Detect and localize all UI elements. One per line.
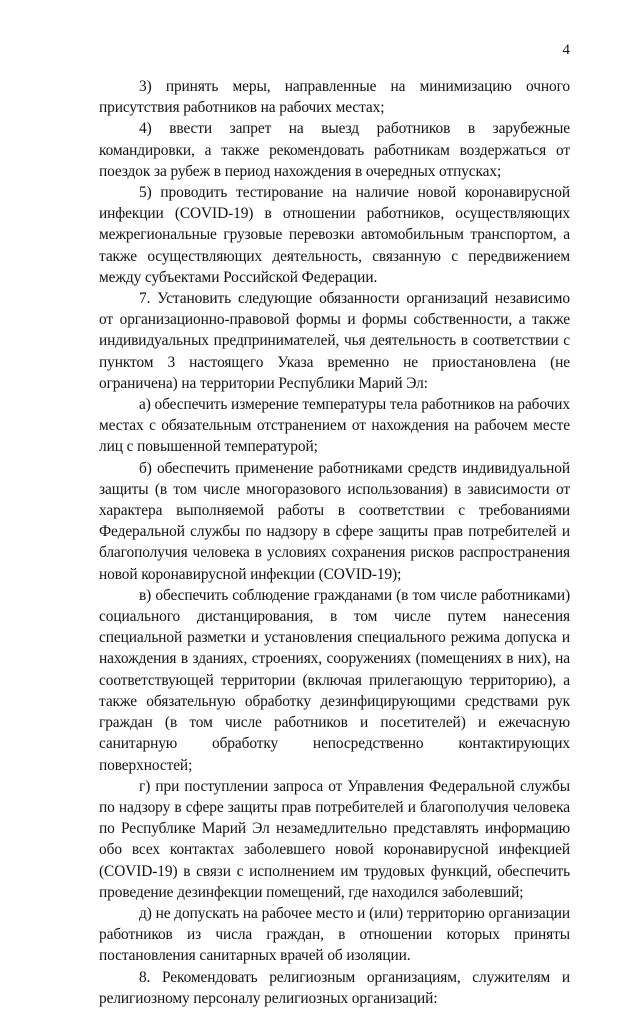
paragraph-subitem-d: д) не допускать на рабочее место и (или) территорию организации работников из числа граждан, в отношении которых приняты постановления санитарных врачей об изоляции. bbox=[99, 904, 570, 965]
document-body bbox=[99, 76, 570, 1009]
paragraph-item-3: 3) принять меры, направленные на минимизацию очного присутствия работников на рабочих местах; bbox=[99, 78, 570, 117]
paragraph-clause-7: 7. Установить следующие обязанности организаций независимо от организационно-правовой формы и формы собственности, а также индивидуальных предпринимателей, чья деятельность в соответствии с пунктом 3 настоящего Указа временно не приостановлена (не ограничена) на территории Республики Марий Эл: bbox=[99, 290, 570, 392]
page-number: 4 bbox=[562, 42, 570, 58]
paragraph-subitem-v: в) обеспечить соблюдение гражданами (в том числе работниками) социального дистанцирования, в том числе путем нанесения специальной разметки и установления специального режима допуска и нахождения в зданиях, строениях, сооружениях (помещениях в них), на соответствующей территории (включая прилегающую территорию), а также обязательную обработку дезинфицирующими средствами рук граждан (в том числе работников и посетителей) и ежечасную санитарную обработку непосредственно контактирующих поверхностей; bbox=[99, 586, 570, 774]
paragraph-subitem-g: г) при поступлении запроса от Управления Федеральной службы по надзору в сфере защиты прав потребителей и благополучия человека по Республике Марий Эл незамедлительно представлять информацию обо всех контактах заболевшего новой коронавирусной инфекцией (COVID-19) в связи с исполнением им трудовых функций, обеспечить проведение дезинфекции помещений, где находился заболевший; bbox=[99, 777, 570, 901]
paragraph-item-4: 4) ввести запрет на выезд работников в зарубежные командировки, а также рекомендовать работникам воздержаться от поездок за рубеж в период нахождения в очередных отпусках; bbox=[99, 120, 570, 180]
paragraph-clause-8: 8. Рекомендовать религиозным организациям, служителям и религиозному персоналу религиозных организаций: bbox=[99, 968, 570, 1007]
paragraph-item-5: 5) проводить тестирование на наличие новой коронавирусной инфекции (COVID-19) в отношении работников, осуществляющих межрегиональные грузовые перевозки автомобильным транспортом, а также осуществляющих деятельность, связанную с передвижением между субъектами Российской Федерации. bbox=[99, 184, 570, 286]
paragraph-subitem-b: б) обеспечить применение работниками средств индивидуальной защиты (в том числе многоразового использования) в зависимости от характера выполняемой работы в соответствии с требованиями Федеральной службы по надзору в сфере защиты прав потребителей и благополучия человека в условиях сохранения рисков распространения новой коронавирусной инфекции (COVID-19); bbox=[99, 459, 570, 583]
paragraph-subitem-a: а) обеспечить измерение температуры тела работников на рабочих местах с обязательным отстранением от нахождения на рабочем месте лиц с повышенной температурой; bbox=[99, 396, 570, 456]
